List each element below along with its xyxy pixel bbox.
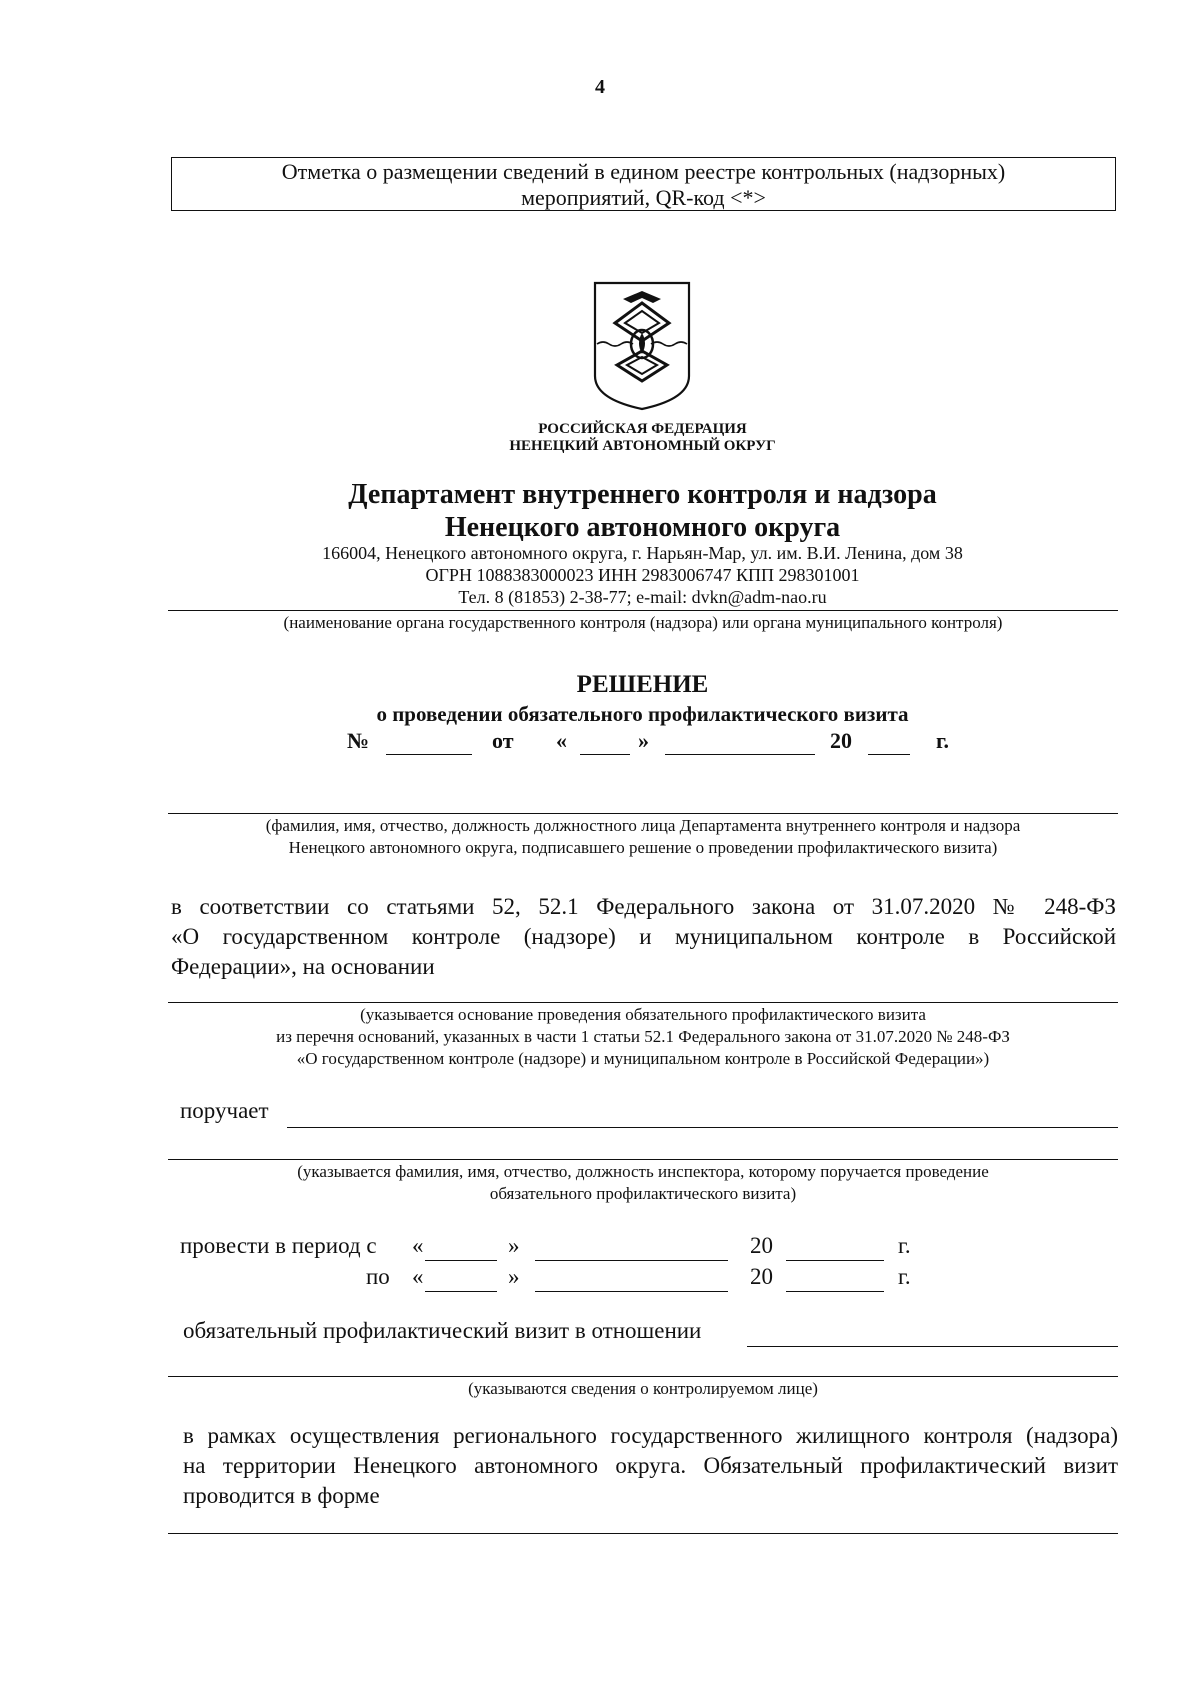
decision-subtitle: о проведении обязательного профилактического визита xyxy=(376,702,909,726)
subject-label: обязательный профилактический визит в отношении xyxy=(183,1318,702,1343)
legal-basis-line1: в соответствии со статьями 52, 52.1 Федерального закона от 31.07.2020 № 248-ФЗ xyxy=(171,894,1116,919)
department-title-line2: Ненецкого автономного округа xyxy=(444,512,841,543)
department-title-line1: Департамент внутреннего контроля и надзора xyxy=(348,479,937,510)
number-sign: № xyxy=(347,728,370,753)
period-from-day-field[interactable] xyxy=(425,1260,497,1261)
assign-label: поручает xyxy=(180,1098,269,1123)
scope-line2: на территории Ненецкого автономного округа. Обязательный профилактический визит xyxy=(183,1453,1118,1478)
department-contacts: Тел. 8 (81853) 2-38-77; e-mail: dvkn@adm-nao.ru xyxy=(458,587,827,607)
assign-field-2[interactable] xyxy=(168,1159,1118,1160)
department-ids: ОГРН 1088383000023 ИНН 2983006747 КПП 298301001 xyxy=(425,565,860,585)
assign-caption xyxy=(168,1161,1118,1205)
period-to-year-suffix: г. xyxy=(898,1264,911,1289)
period-to-month-field[interactable] xyxy=(535,1291,728,1292)
assign-field[interactable] xyxy=(287,1127,1118,1128)
department-title xyxy=(0,478,1200,544)
period-from-month-field[interactable] xyxy=(535,1260,728,1261)
basis-caption-line1: (указывается основание проведения обязательного профилактического визита xyxy=(360,1005,926,1024)
period-from-label: провести в период с xyxy=(180,1233,377,1258)
country-header xyxy=(0,421,1200,455)
country-name: РОССИЙСКАЯ ФЕДЕРАЦИЯ xyxy=(538,421,747,437)
basis-caption-line2: из перечня оснований, указанных в части 1 статьи 52.1 Федерального закона от 31.07.2020 № 248-ФЗ xyxy=(276,1027,1010,1046)
official-caption-line2: Ненецкого автономного округа, подписавшего решение о проведении профилактического визита) xyxy=(288,838,998,857)
year-prefix: 20 xyxy=(830,728,852,753)
page-number: 4 xyxy=(595,76,605,98)
period-from-close-quote: » xyxy=(508,1233,520,1258)
legal-basis-paragraph xyxy=(171,892,1116,982)
from-word: от xyxy=(492,728,514,753)
assign-caption-line1: (указывается фамилия, имя, отчество, должность инспектора, которому поручается проведение xyxy=(297,1162,989,1181)
form-field[interactable] xyxy=(168,1533,1118,1534)
decision-number-field[interactable] xyxy=(386,754,472,755)
period-from-year-suffix: г. xyxy=(898,1233,911,1258)
registry-mark-box xyxy=(171,157,1116,211)
subject-caption: (указываются сведения о контролируемом лице) xyxy=(468,1379,818,1398)
period-to-day-field[interactable] xyxy=(425,1291,497,1292)
scope-line3: проводится в форме xyxy=(183,1483,380,1508)
department-info xyxy=(0,542,1200,608)
official-caption-line1: (фамилия, имя, отчество, должность должностного лица Департамента внутреннего контроля и надзора xyxy=(265,816,1021,835)
scope-line1: в рамках осуществления регионального государственного жилищного контроля (надзора) xyxy=(183,1423,1118,1448)
period-from-year-prefix: 20 xyxy=(750,1233,773,1258)
coat-of-arms-icon xyxy=(593,281,691,411)
decision-year-field[interactable] xyxy=(868,754,910,755)
year-suffix: г. xyxy=(936,728,950,753)
basis-field[interactable] xyxy=(168,1002,1118,1003)
decision-title: РЕШЕНИЕ xyxy=(576,671,709,698)
period-to-year-field[interactable] xyxy=(786,1291,884,1292)
registry-mark-line2: мероприятий, QR-код <*> xyxy=(521,185,766,210)
period-to-label: по xyxy=(366,1264,390,1289)
region-name: НЕНЕЦКИЙ АВТОНОМНЫЙ ОКРУГ xyxy=(509,438,776,454)
decision-month-field[interactable] xyxy=(665,754,815,755)
period-to-year-prefix: 20 xyxy=(750,1264,773,1289)
department-address: 166004, Ненецкого автономного округа, г. Нарьян-Мар, ул. им. В.И. Ленина, дом 38 xyxy=(322,543,963,563)
basis-caption xyxy=(168,1004,1118,1070)
legal-basis-line3: Федерации», на основании xyxy=(171,954,435,979)
open-quote: « xyxy=(556,728,567,753)
basis-caption-line3: «О государственном контроле (надзоре) и муниципальном контроле в Российской Федерации») xyxy=(296,1049,990,1068)
subject-field[interactable] xyxy=(747,1346,1118,1347)
official-caption xyxy=(168,815,1118,859)
assign-caption-line2: обязательного профилактического визита) xyxy=(489,1184,797,1203)
period-from-open-quote: « xyxy=(412,1233,424,1258)
legal-basis-line2: «О государственном контроле (надзоре) и муниципальном контроле в Российской xyxy=(171,924,1116,949)
subject-field-2[interactable] xyxy=(168,1376,1118,1377)
close-quote: » xyxy=(638,728,649,753)
period-from-year-field[interactable] xyxy=(786,1260,884,1261)
decision-day-field[interactable] xyxy=(580,754,630,755)
organ-caption: (наименование органа государственного контроля (надзора) или органа муниципального контроля) xyxy=(283,613,1003,632)
registry-mark-line1: Отметка о размещении сведений в едином реестре контрольных (надзорных) xyxy=(281,159,1006,184)
organ-divider xyxy=(168,610,1118,611)
scope-paragraph xyxy=(183,1421,1118,1511)
official-divider[interactable] xyxy=(168,813,1118,814)
period-to-open-quote: « xyxy=(412,1264,424,1289)
period-to-close-quote: » xyxy=(508,1264,520,1289)
